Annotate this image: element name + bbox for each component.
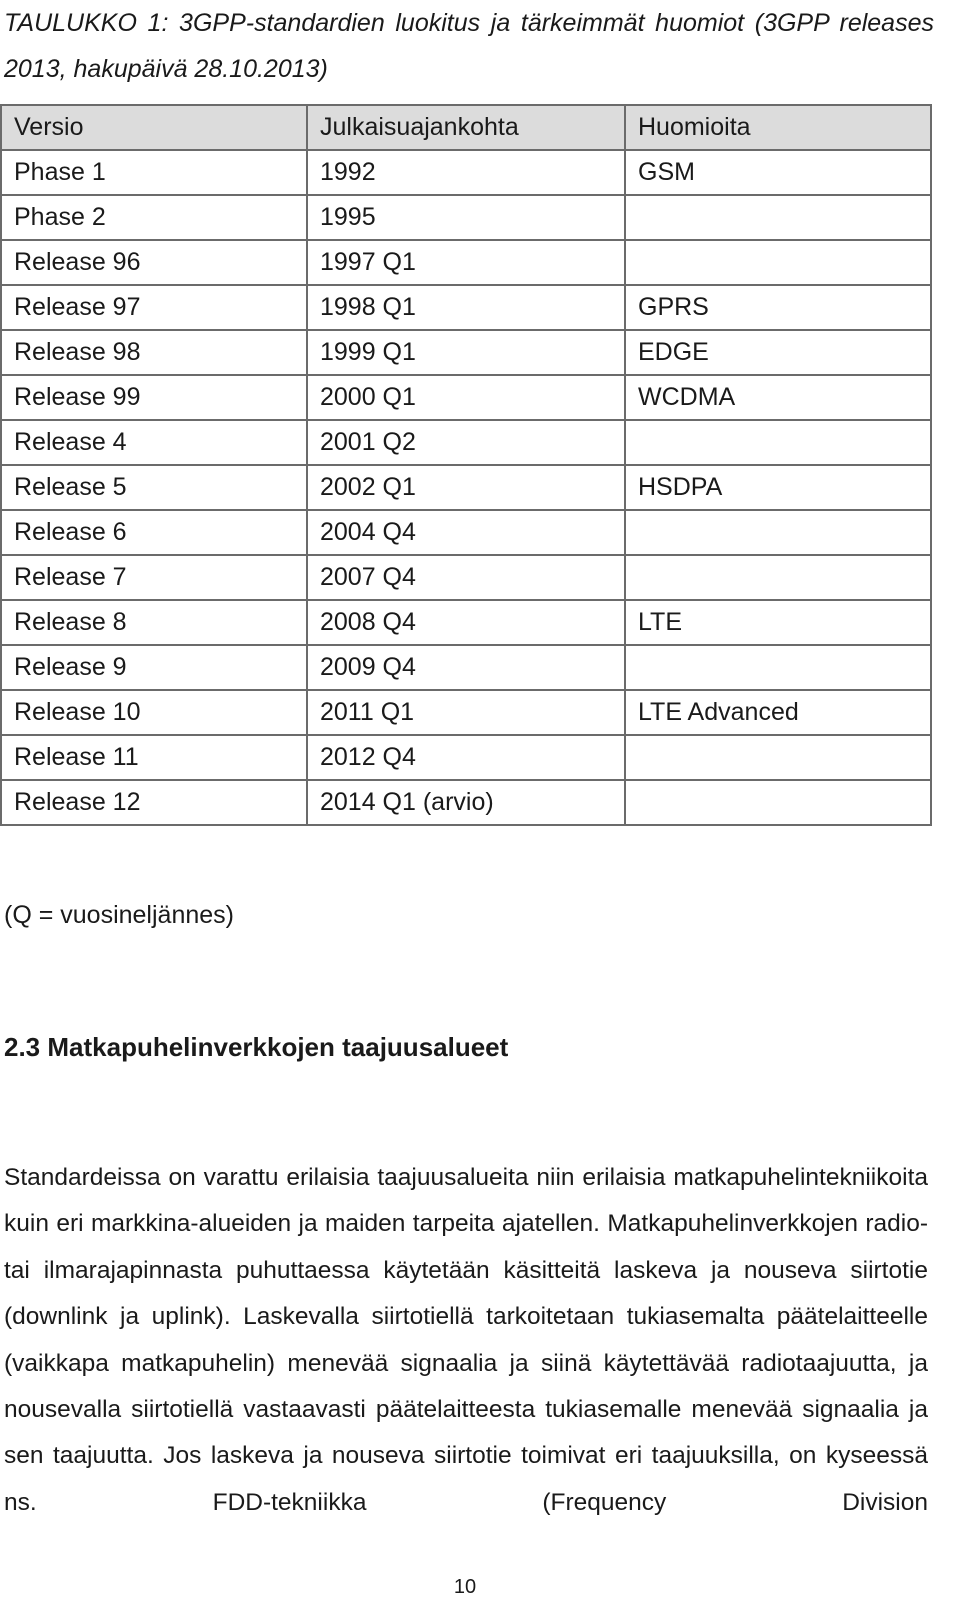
section-heading: 2.3 Matkapuhelinverkkojen taajuusalueet [4, 1032, 509, 1062]
version-cell: Release 11 [1, 735, 307, 780]
body-paragraph: Standardeissa on varattu erilaisia taajuusalueita niin erilaisia matkapuhelintekniikoita kuin eri markkina-alueiden ja maiden tarpeita ajatellen. Matkapuhelinverkkojen radio- tai ilmarajapinnasta puhuttaessa käytetään käsitteitä laskeva ja nouseva siirtotie (downlink ja uplink). Laskevalla siirtotiellä tarkoitetaan tukiasemalta päätelaitteelle (vaikkapa matkapuhelin) menevää signaalia ja siinä käytettävää radiotaajuutta, ja nousevalla siirtotiellä vastaavasti päätelaitteesta tukiasemalle menevää signaalia ja sen taajuutta. Jos laskeva ja nouseva siirtotie toimivat eri taajuuksilla, on kyseessä ns. FDD-tekniikka (Frequency Division [4, 1164, 928, 1516]
notes-cell: LTE [625, 600, 931, 645]
table-caption: TAULUKKO 1: 3GPP-standardien luokitus ja tärkeimmät huomiot (3GPP releases 2013, hakupäivä 28.10.2013) [4, 9, 934, 83]
table-row [1, 555, 931, 600]
3gpp-releases-table [0, 104, 932, 826]
table-row [1, 600, 931, 645]
table-row [1, 690, 931, 735]
table-row [1, 735, 931, 780]
table-header [1, 105, 931, 150]
release-date-cell: 1999 Q1 [307, 330, 625, 375]
version-cell: Release 5 [1, 465, 307, 510]
notes-cell: HSDPA [625, 465, 931, 510]
table-row [1, 195, 931, 240]
release-date-cell: 2004 Q4 [307, 510, 625, 555]
notes-cell [625, 510, 931, 555]
version-cell: Release 98 [1, 330, 307, 375]
table-body [1, 150, 931, 825]
version-cell: Release 9 [1, 645, 307, 690]
page-number: 10 [453, 1576, 477, 1598]
release-date-cell: 2009 Q4 [307, 645, 625, 690]
release-date-cell: 1995 [307, 195, 625, 240]
version-cell: Release 10 [1, 690, 307, 735]
release-date-cell: 2001 Q2 [307, 420, 625, 465]
notes-cell: EDGE [625, 330, 931, 375]
quarter-note: (Q = vuosineljännes) [4, 901, 234, 929]
release-date-cell: 1998 Q1 [307, 285, 625, 330]
release-date-cell: 2008 Q4 [307, 600, 625, 645]
notes-cell: WCDMA [625, 375, 931, 420]
notes-cell: LTE Advanced [625, 690, 931, 735]
release-date-cell: 2012 Q4 [307, 735, 625, 780]
release-date-cell: 1992 [307, 150, 625, 195]
table-row [1, 285, 931, 330]
release-date-cell: 2007 Q4 [307, 555, 625, 600]
notes-cell [625, 780, 931, 825]
table-row [1, 240, 931, 285]
release-date-cell: 2014 Q1 (arvio) [307, 780, 625, 825]
table-row [1, 510, 931, 555]
version-cell: Phase 1 [1, 150, 307, 195]
version-cell: Release 99 [1, 375, 307, 420]
version-cell: Phase 2 [1, 195, 307, 240]
table-row [1, 420, 931, 465]
version-cell: Release 97 [1, 285, 307, 330]
release-date-cell: 2011 Q1 [307, 690, 625, 735]
version-cell: Release 8 [1, 600, 307, 645]
version-cell: Release 6 [1, 510, 307, 555]
version-cell: Release 96 [1, 240, 307, 285]
table-row [1, 375, 931, 420]
notes-cell [625, 195, 931, 240]
table-row [1, 780, 931, 825]
table-row [1, 465, 931, 510]
notes-cell: GPRS [625, 285, 931, 330]
table-row [1, 645, 931, 690]
column-header-version: Versio [1, 105, 307, 150]
notes-cell [625, 735, 931, 780]
release-date-cell: 1997 Q1 [307, 240, 625, 285]
release-date-cell: 2000 Q1 [307, 375, 625, 420]
notes-cell: GSM [625, 150, 931, 195]
column-header-release-date: Julkaisuajankohta [307, 105, 625, 150]
notes-cell [625, 645, 931, 690]
version-cell: Release 7 [1, 555, 307, 600]
notes-cell [625, 420, 931, 465]
version-cell: Release 12 [1, 780, 307, 825]
version-cell: Release 4 [1, 420, 307, 465]
column-header-notes: Huomioita [625, 105, 931, 150]
table-row [1, 150, 931, 195]
notes-cell [625, 240, 931, 285]
release-date-cell: 2002 Q1 [307, 465, 625, 510]
table-header-row [1, 105, 931, 150]
notes-cell [625, 555, 931, 600]
table-row [1, 330, 931, 375]
